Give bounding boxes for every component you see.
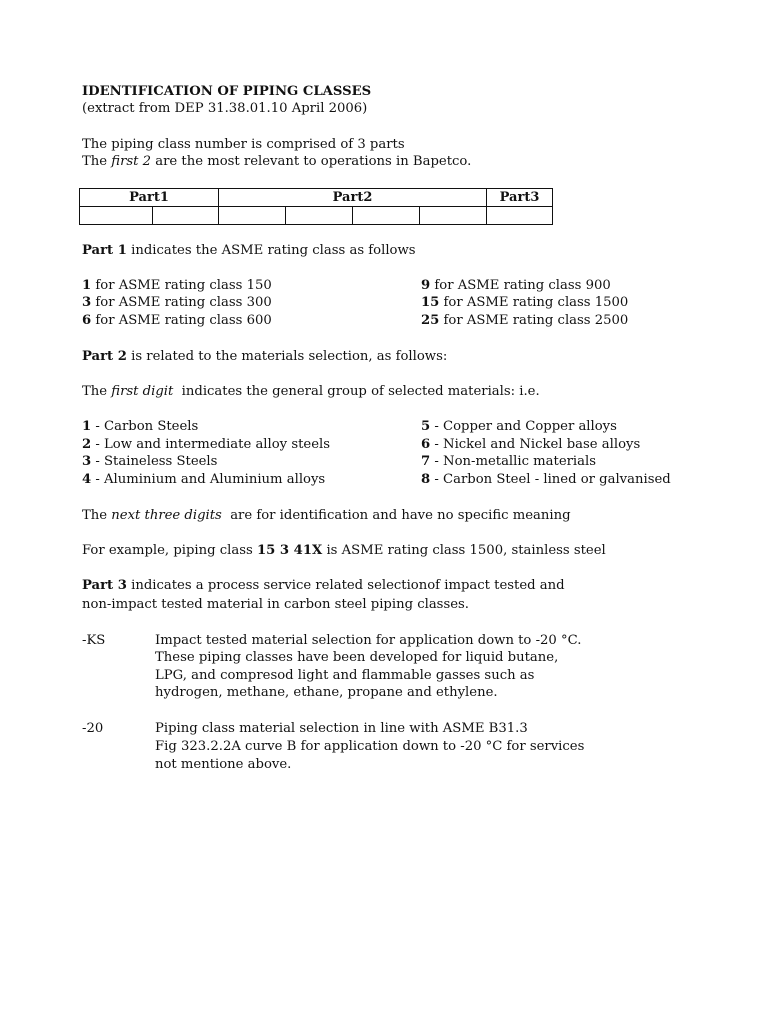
intro-line-2 — [82, 153, 471, 171]
item-number: 25 — [421, 313, 440, 328]
item-number: 5 — [421, 419, 431, 434]
entry-line: not mentione above. — [155, 757, 292, 772]
part1-heading — [82, 242, 416, 260]
part3-heading — [82, 577, 565, 595]
text: are for identification and have no specific meaning — [221, 508, 571, 523]
item-number: 9 — [421, 278, 431, 293]
table-header-part2: Part2 — [219, 189, 487, 207]
table-header-part1: Part1 — [80, 189, 219, 207]
table-cell — [219, 207, 286, 225]
item-number: 8 — [421, 472, 431, 487]
item-number: 2 — [82, 437, 92, 452]
entry-code: -KS — [82, 633, 106, 648]
list-item — [82, 418, 198, 436]
entry-line: Fig 323.2.2A curve B for application down to -20 °C for services — [155, 739, 585, 754]
table-cell — [153, 207, 219, 225]
table-cell — [80, 207, 153, 225]
part2-label: Part 2 — [82, 349, 127, 364]
item-number: 1 — [82, 278, 92, 293]
entry-line: These piping classes have been developed for liquid butane, — [155, 650, 559, 665]
list-item — [421, 453, 596, 471]
entry-line: Piping class material selection in line with ASME B31.3 — [155, 721, 528, 736]
item-text: for ASME rating class 2500 — [439, 313, 629, 328]
part2-text: is related to the materials selection, as follows: — [126, 349, 448, 364]
item-number: 3 — [82, 295, 92, 310]
document-subtitle: (extract from DEP 31.38.01.10 April 2006) — [82, 101, 368, 116]
item-text: - Aluminium and Aluminium alloys — [91, 472, 326, 487]
table-cell — [286, 207, 353, 225]
item-text: - Low and intermediate alloy steels — [91, 437, 330, 452]
table-cell — [353, 207, 420, 225]
intro-line-1: The piping class number is comprised of 3 parts — [82, 137, 405, 152]
intro-emphasis: first 2 — [111, 154, 152, 169]
item-number: 4 — [82, 472, 92, 487]
item-text: for ASME rating class 900 — [430, 278, 611, 293]
document-title: IDENTIFICATION OF PIPING CLASSES — [82, 84, 372, 99]
parts-table — [79, 188, 553, 225]
entry-code: -20 — [82, 721, 104, 736]
list-item — [82, 471, 325, 489]
entry-line: hydrogen, methane, ethane, propane and ethylene. — [155, 685, 498, 700]
item-text: - Carbon Steel - lined or galvanised — [430, 472, 671, 487]
next-digits-line — [82, 507, 571, 525]
entry-line: Impact tested material selection for application down to -20 °C. — [155, 633, 582, 648]
list-item — [82, 453, 217, 471]
part1-label: Part 1 — [82, 243, 127, 258]
item-text: - Carbon Steels — [91, 419, 199, 434]
text: For example, piping class — [82, 543, 257, 558]
item-text: for ASME rating class 300 — [91, 295, 272, 310]
list-item — [421, 312, 628, 330]
item-text: - Copper and Copper alloys — [430, 419, 617, 434]
list-item — [421, 471, 671, 489]
emphasis: first digit — [111, 384, 174, 399]
part1-text: indicates the ASME rating class as follows — [126, 243, 416, 258]
item-number: 7 — [421, 454, 431, 469]
item-number: 6 — [421, 437, 431, 452]
text: indicates the general group of selected materials: i.e. — [173, 384, 540, 399]
first-digit-line — [82, 383, 540, 401]
part3-label: Part 3 — [82, 578, 127, 593]
list-item — [421, 418, 617, 436]
example-code: 15 3 41X — [256, 543, 323, 558]
item-number: 15 — [421, 295, 440, 310]
list-item — [421, 294, 628, 312]
intro-text: are the most relevant to operations in Bapetco. — [151, 154, 472, 169]
list-item — [421, 277, 611, 295]
text: is ASME rating class 1500, stainless steel — [322, 543, 606, 558]
part3-text-line-2: non-impact tested material in carbon steel piping classes. — [82, 597, 469, 612]
list-item — [82, 312, 272, 330]
intro-text: The — [82, 154, 112, 169]
list-item — [82, 277, 272, 295]
item-number: 1 — [82, 419, 92, 434]
item-text: for ASME rating class 150 — [91, 278, 272, 293]
text: The — [82, 508, 112, 523]
list-item — [421, 436, 640, 454]
entry-line: LPG, and compresod light and flammable gasses such as — [155, 668, 535, 683]
item-text: - Nickel and Nickel base alloys — [430, 437, 641, 452]
table-cell — [420, 207, 487, 225]
example-line — [82, 542, 606, 560]
item-number: 6 — [82, 313, 92, 328]
item-text: - Staineless Steels — [91, 454, 218, 469]
text: The — [82, 384, 112, 399]
table-cell — [487, 207, 553, 225]
part2-heading — [82, 348, 447, 366]
item-text: for ASME rating class 600 — [91, 313, 272, 328]
item-text: - Non-metallic materials — [430, 454, 596, 469]
emphasis: next three digits — [111, 508, 222, 523]
list-item — [82, 294, 272, 312]
list-item — [82, 436, 330, 454]
item-text: for ASME rating class 1500 — [439, 295, 629, 310]
table-header-part3: Part3 — [487, 189, 553, 207]
part3-text: indicates a process service related selectionof impact tested and — [126, 578, 565, 593]
item-number: 3 — [82, 454, 92, 469]
